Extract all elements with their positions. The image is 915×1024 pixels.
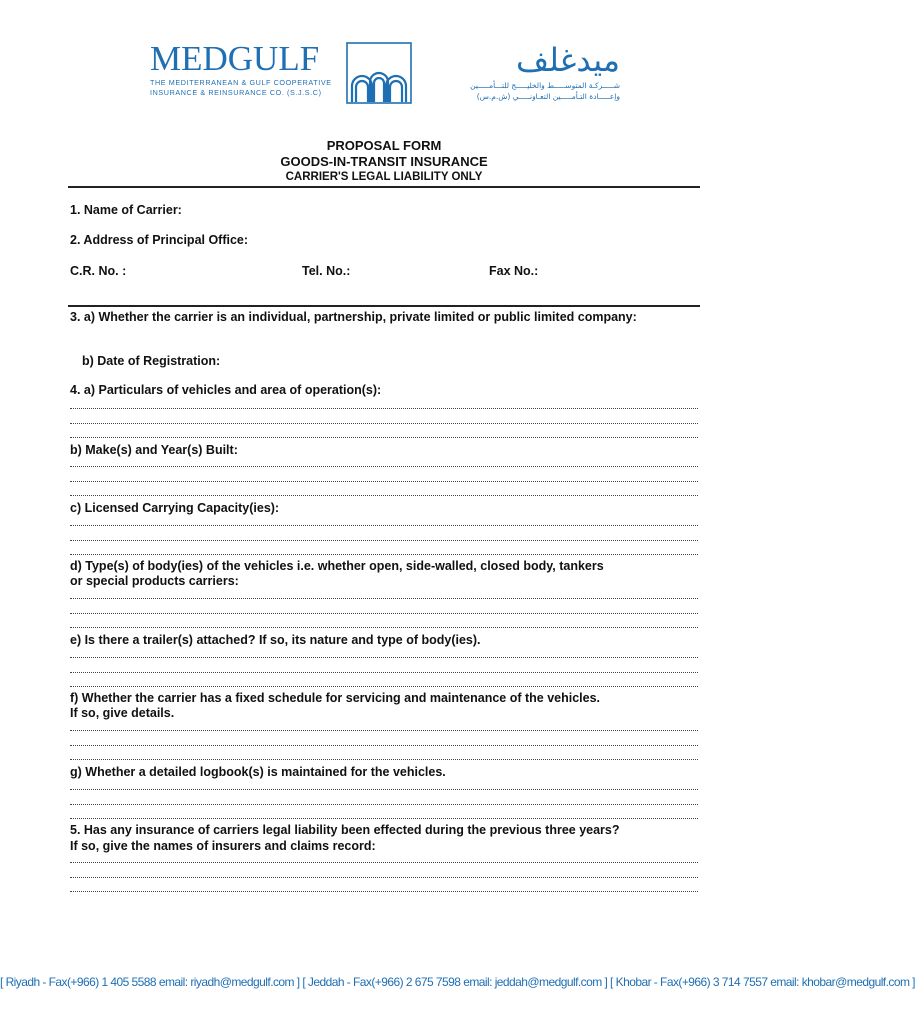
answer-line [70,598,698,599]
answer-line [70,554,698,555]
answer-line [70,804,698,805]
arches-logo-icon [346,42,412,104]
logo-name-ar: ميدغلف [515,41,620,79]
question-date-of-registration: b) Date of Registration: [82,354,221,368]
question-body-type-line1: d) Type(s) of body(ies) of the vehicles i.e. whether open, side-walled, closed body, tankers [70,559,604,573]
question-carrying-capacity: c) Licensed Carrying Capacity(ies): [70,501,280,515]
question-logbook: g) Whether a detailed logbook(s) is maintained for the vehicles. [70,765,446,779]
answer-line [70,730,698,731]
answer-line [70,613,698,614]
answer-line [70,495,698,496]
answer-line [70,877,698,878]
question-previous-insurance-line1: 5. Has any insurance of carriers legal liability been effected during the previous three years? [70,823,620,837]
question-servicing-line1: f) Whether the carrier has a fixed schedule for servicing and maintenance of the vehicles. [70,691,601,705]
answer-line [70,862,698,863]
question-servicing-line2: If so, give details. [70,706,175,720]
logo-subtitle-ar-line2: وإعـــــادة التـأمـــــين التعـاونـــــي (ش.م.س) [476,92,620,101]
header-divider [68,186,700,188]
fax-number-label: Fax No.: [489,264,539,278]
answer-line [70,686,698,687]
answer-line [70,657,698,658]
question-principal-office: 2. Address of Principal Office: [70,233,249,247]
answer-line [70,437,698,438]
question-previous-insurance-line2: If so, give the names of insurers and claims record: [70,839,376,853]
logo-name-en: MEDGULF [150,39,320,78]
answer-line [70,891,698,892]
question-name-of-carrier: 1. Name of Carrier: [70,203,182,217]
tel-number-label: Tel. No.: [302,264,351,278]
logo-subtitle-ar-line1: شـــــركـة المتوســـــط والخليـــــج للتـــأمـــــين [470,81,620,90]
form-title: PROPOSAL FORM [326,138,442,153]
company-logo [150,40,620,110]
form-scope: CARRIER'S LEGAL LIABILITY ONLY [285,171,483,183]
answer-line [70,672,698,673]
logo-arabic [420,40,620,102]
logo-subtitle-line1: THE MEDITERRANEAN & GULF COOPERATIVE [150,78,332,87]
answer-line [70,627,698,628]
answer-line [70,423,698,424]
answer-line [70,481,698,482]
answer-line [70,408,698,409]
answer-line [70,759,698,760]
footer-contacts: [ Riyadh - Fax(+966) 1 405 5588 email: riyadh@medgulf.com ] [ Jeddah - Fax(+966) 2 675 7598 email: jeddah@medgulf.com ] [ Khobar - Fax(+966) 3 714 7557 email: khobar@medgulf.com ] [0,975,915,989]
logo-english [150,40,340,98]
form-subtitle: GOODS-IN-TRANSIT INSURANCE [280,154,488,169]
section-divider [68,305,700,307]
answer-line [70,466,698,467]
answer-line [70,789,698,790]
cr-number-label: C.R. No. : [70,264,127,278]
logo-subtitle-line2: INSURANCE & REINSURANCE CO. (S.J.S.C) [150,88,322,97]
answer-line [70,818,698,819]
answer-line [70,745,698,746]
answer-line [70,540,698,541]
answer-line [70,525,698,526]
question-carrier-type: 3. a) Whether the carrier is an individual, partnership, private limited or public limited company: [70,310,637,324]
question-trailer: e) Is there a trailer(s) attached? If so, its nature and type of body(ies). [70,633,481,647]
question-vehicles-area: 4. a) Particulars of vehicles and area of operation(s): [70,383,382,397]
question-body-type-line2: or special products carriers: [70,574,239,588]
question-make-year: b) Make(s) and Year(s) Built: [70,443,238,457]
